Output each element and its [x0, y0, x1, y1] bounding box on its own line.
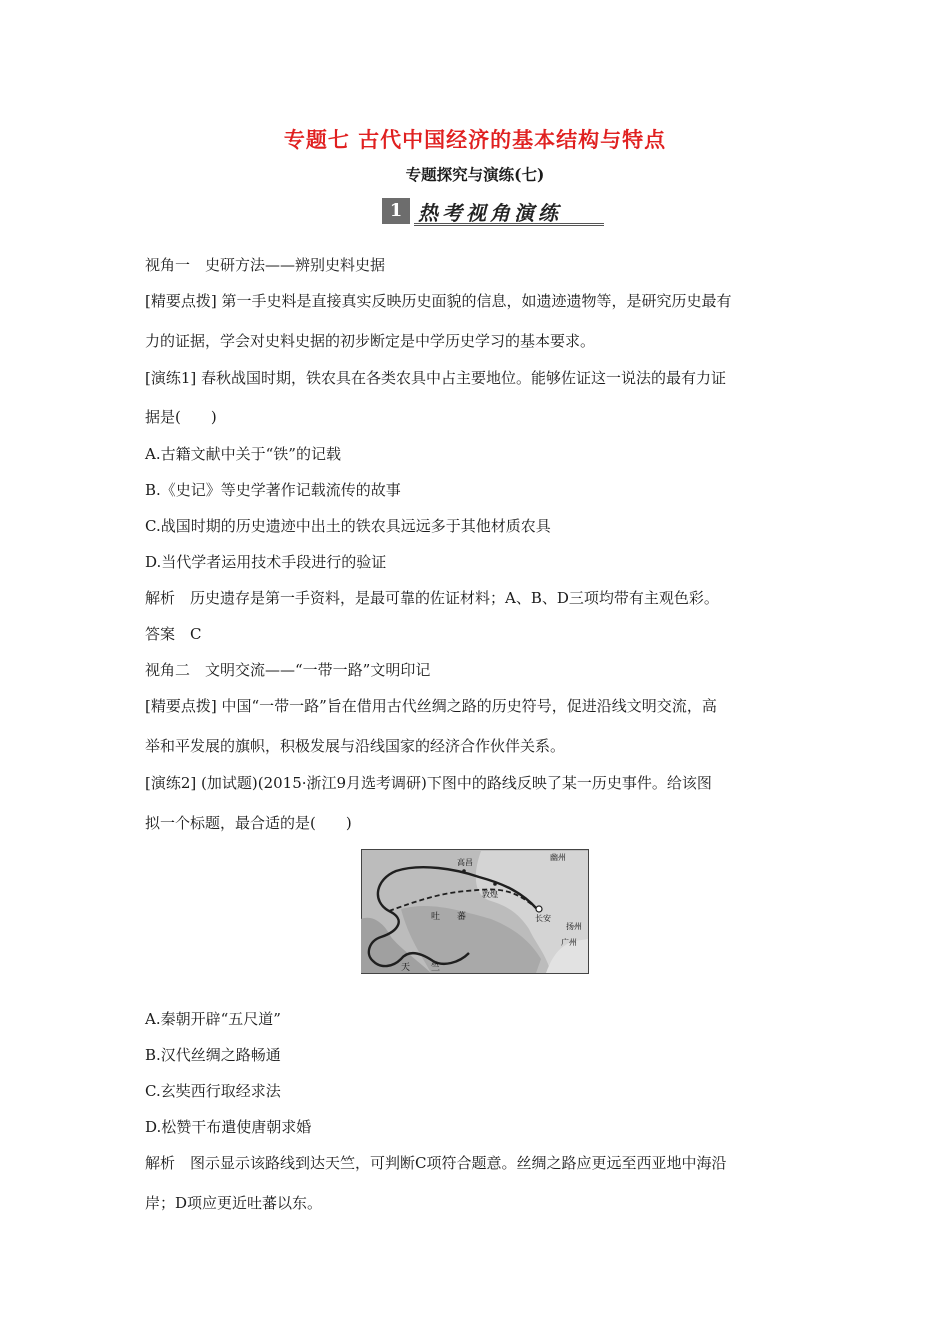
- option-d-2: D.松赞干布遣使唐朝求婚: [145, 1118, 312, 1136]
- option-b-1: B.《史记》等史学著作记载流传的故事: [145, 481, 401, 499]
- analysis-2-line-1: 解析 图示显示该路线到达天竺，可判断C项符合题意。丝绸之路应更远至西亚地中海沿: [145, 1154, 727, 1172]
- exercise-1-line-1: [演练1] 春秋战国时期，铁农具在各类农具中占主要地位。能够佐证这一说法的最有力证: [145, 369, 727, 387]
- exercise-2-line-1: [演练2] (加试题)(2015·浙江9月选考调研)下图中的路线反映了某一历史事件。给该图: [145, 774, 712, 792]
- route-map: [361, 849, 589, 974]
- map-label-tianzhu-1: 天: [401, 963, 411, 973]
- option-c-1: C.战国时期的历史遗迹中出土的铁农具远远多于其他材质农具: [145, 517, 551, 535]
- map-label-gaochang: 高昌: [457, 858, 473, 867]
- banner-underline: [414, 223, 604, 226]
- tip-1-line-2: 力的证据，学会对史料史据的初步断定是中学历史学习的基本要求。: [145, 332, 596, 350]
- changan-marker: [536, 906, 542, 912]
- page-title: 专题七 古代中国经济的基本结构与特点: [283, 127, 667, 152]
- map-label-yangzhou: 扬州: [566, 922, 582, 931]
- analysis-2-line-2: 岸；D项应更近吐蕃以东。: [145, 1194, 323, 1212]
- page-subtitle: 专题探究与演练(七): [405, 165, 545, 184]
- map-label-changan: 长安: [535, 914, 551, 923]
- tip-2-line-2: 举和平发展的旗帜，积极发展与沿线国家的经济合作伙伴关系。: [145, 737, 566, 755]
- option-a-1: A.古籍文献中关于“铁”的记载: [145, 445, 341, 463]
- option-d-1: D.当代学者运用技术手段进行的验证: [145, 553, 387, 571]
- map-label-tubo-2: 蕃: [457, 912, 467, 922]
- gaochang-marker: [462, 869, 466, 873]
- section-heading-2: 视角二 文明交流——“一带一路”文明印记: [145, 661, 431, 679]
- section-number: 1: [382, 198, 410, 224]
- tip-1-line-1: [精要点拨] 第一手史料是直接真实反映历史面貌的信息，如遗迹遗物等，是研究历史最有: [145, 292, 732, 310]
- answer-1: 答案 C: [145, 625, 202, 643]
- option-b-2: B.汉代丝绸之路畅通: [145, 1046, 281, 1064]
- dunhuang-marker: [493, 882, 497, 886]
- exercise-2-line-2: 拟一个标题，最合适的是( ): [145, 814, 352, 832]
- map-label-youzhou: 幽州: [550, 853, 566, 862]
- map-label-tianzhu-2: 竺: [431, 963, 441, 973]
- option-a-2: A.秦朝开辟“五尺道”: [145, 1010, 281, 1028]
- exercise-1-line-2: 据是( ): [145, 408, 217, 426]
- option-c-2: C.玄奘西行取经求法: [145, 1082, 281, 1100]
- section-heading-1: 视角一 史研方法——辨别史料史据: [145, 256, 386, 274]
- section-banner-text: 热考视角演练: [418, 201, 562, 225]
- map-label-tubo-1: 吐: [431, 912, 441, 922]
- map-label-guangzhou: 广州: [561, 938, 577, 947]
- map-label-dunhuang: 敦煌: [482, 890, 498, 899]
- tip-2-line-1: [精要点拨] 中国“一带一路”旨在借用古代丝绸之路的历史符号，促进沿线文明交流，高: [145, 697, 717, 715]
- analysis-1: 解析 历史遗存是第一手资料，是最可靠的佐证材料；A、B、D三项均带有主观色彩。: [145, 589, 719, 607]
